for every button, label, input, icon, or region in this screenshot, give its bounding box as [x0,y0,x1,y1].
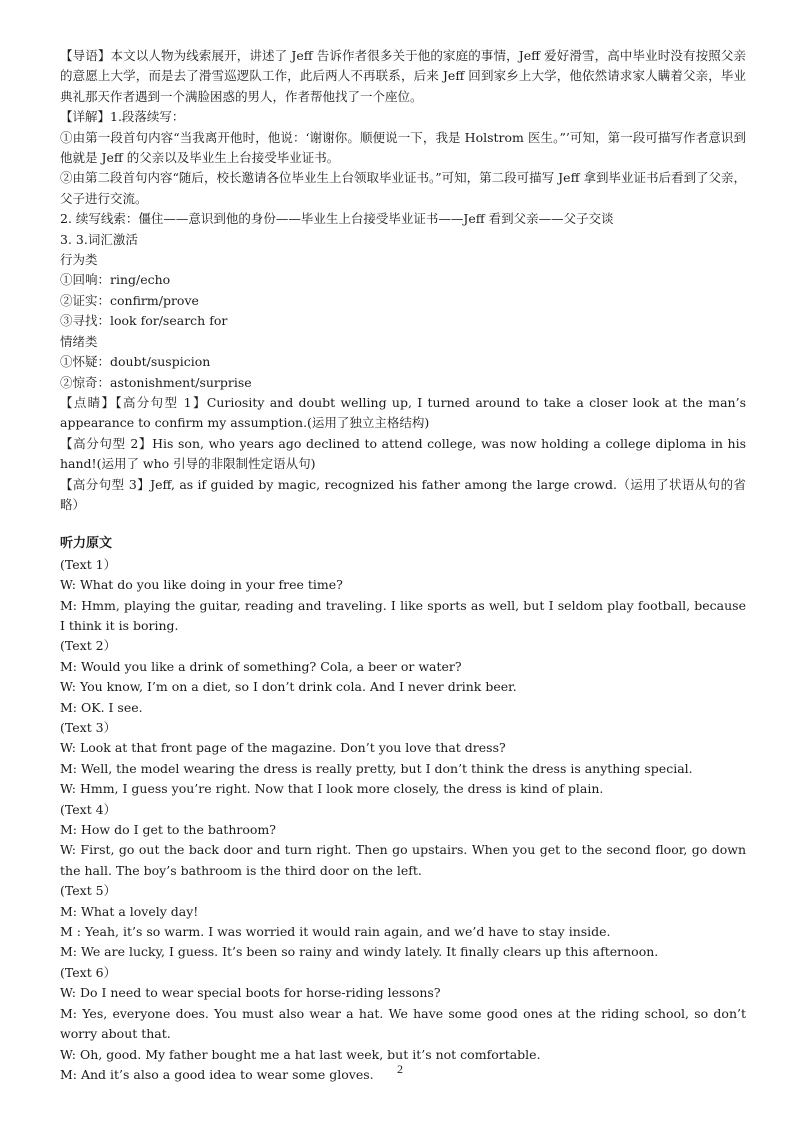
transcript-line: M: And it’s also a good idea to wear some gloves. [60,1066,374,1082]
transcript-line: (Text 2） [60,638,117,654]
behavior-item: ②证实：confirm/prove [60,292,199,308]
transcript-line: (Text 1） [60,556,117,572]
transcript-line: M : Yeah, it’s so warm. I was worried it would rain again, and we’d have to stay inside. [60,924,611,940]
transcript-line: M: Yes, everyone does. You must also wear a hat. We have some good ones at the riding school, so don’t worry about that. [60,1005,746,1042]
detail-item-1: ①由第一段首句内容“当我离开他时，他说：‘谢谢你。顺便说一下，我是 Holstrom 医生。”’可知，第一段可描写作者意识到他就是 Jeff 的父亲以及毕业生上台接受毕业证书。 [60,129,746,166]
transcript-line: M: Would you like a drink of something? Cola, a beer or water? [60,658,462,674]
transcript-line: (Text 6） [60,964,117,980]
section-spacer [60,515,746,534]
listening-title: 听力原文 [60,536,113,552]
transcript-line: W: Do I need to wear special boots for horse-riding lessons? [60,985,441,1001]
detail-item-2: ②由第二段首句内容“随后，校长邀请各位毕业生上台领取毕业证书。”可知，第二段可描写 Jeff 拿到毕业证书后看到了父亲，父子进行交流。 [60,170,746,206]
transcript-line: (Text 5） [60,883,117,899]
high-score-sentence-3: 【高分句型 3】Jeff, as if guided by magic, recognized his father among the large crowd.（运用了状语从句的省略） [60,476,746,512]
transcript-line: (Text 3） [60,720,117,735]
detail-heading: 【详解】1.段落续写： [60,109,185,125]
high-score-sentence-2: 【高分句型 2】His son, who years ago declined to attend college, was now holding a college diploma in his hand!(运用了 who 引导的非限制性定语从句) [60,435,746,472]
transcript-line: W: What do you like doing in your free time? [60,577,343,593]
listening-transcript [60,555,746,1086]
transcript-line: (Text 4） [60,801,117,817]
guide-intro: 【导语】本文以人物为线索展开，讲述了 Jeff 告诉作者很多关于他的家庭的事情，Jeff 爱好滑雪，高中毕业时没有按照父亲的意愿上大学，而是去了滑雪巡逻队工作，此后两人不再联系，后来 Jeff 回到家乡上大学，他依然请求家人瞒着父亲，毕业典礼那天作者遇到一个满脸困惑的男人，作者帮他找了一个座位。 [60,48,746,104]
transcript-line: W: You know, I’m on a diet, so I don’t drink cola. And I never drink beer. [60,679,517,695]
transcript-line: M: Hmm, playing the guitar, reading and traveling. I like sports as well, but I seldom play football, because I think it is boring. [60,597,746,633]
high-score-sentence-1: 【点睛】【高分句型 1】Curiosity and doubt welling up, I turned around to take a closer look at the man’s appearance to confirm my assumption.(运用了独立主格结构) [60,394,746,431]
behavior-item: ③寻找：look for/search for [60,313,228,329]
transcript-line: M: Well, the model wearing the dress is really pretty, but I don’t think the dress is anything special. [60,760,693,776]
transcript-line: W: Oh, good. My father bought me a hat last week, but it’s not comfortable. [60,1046,541,1062]
continuation-clue: 2. 续写线索：僵住——意识到他的身份——毕业生上台接受毕业证书——Jeff 看到父亲——父子交谈 [60,211,614,227]
transcript-line: W: Look at that front page of the magazine. Don’t you love that dress? [60,740,506,756]
page-number: 2 [397,1062,403,1076]
transcript-line: M: How do I get to the bathroom? [60,822,276,838]
behavior-heading: 行为类 [60,252,98,268]
vocab-heading: 3. 3.词汇激活 [60,231,138,247]
transcript-line: M: We are lucky, I guess. It’s been so rainy and windy lately. It finally clears up this afternoon. [60,944,659,960]
emotion-item: ①怀疑：doubt/suspicion [60,354,211,370]
emotion-item: ②惊奇：astonishment/surprise [60,374,252,390]
emotion-heading: 情绪类 [60,333,98,349]
transcript-line: W: Hmm, I guess you’re right. Now that I look more closely, the dress is kind of plain. [60,781,604,797]
transcript-line: W: First, go out the back door and turn right. Then go upstairs. When you get to the second floor, go down the hall. The boy’s bathroom is the third door on the left. [60,842,746,878]
behavior-item: ①回响：ring/echo [60,272,171,288]
transcript-line: M: What a lovely day! [60,903,199,919]
transcript-line: M: OK. I see. [60,699,143,715]
